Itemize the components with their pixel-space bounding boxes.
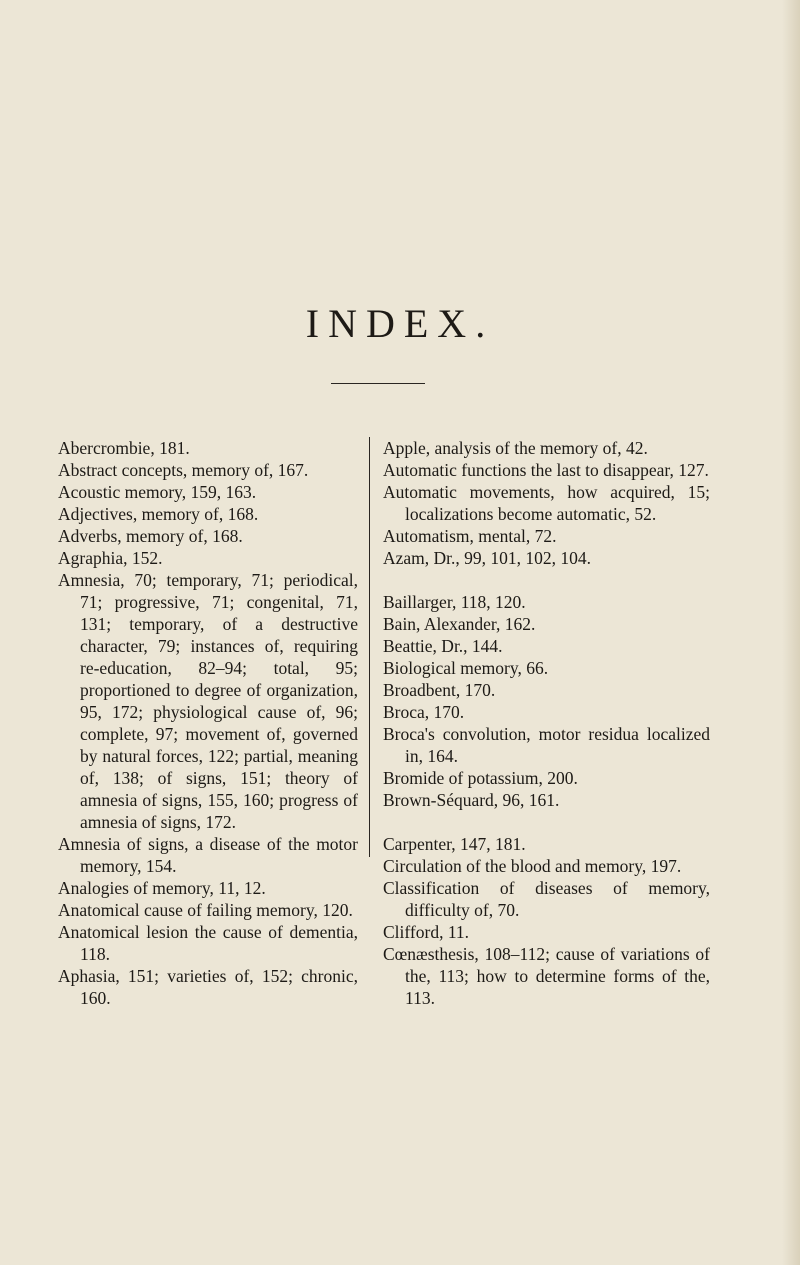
title-rule [331, 383, 425, 384]
index-entry: Automatic functions the last to disappear, 127. [383, 460, 709, 480]
index-right-column [383, 437, 710, 1009]
index-entry: Beattie, Dr., 144. [383, 636, 503, 656]
index-entry: Circulation of the blood and memory, 197. [383, 856, 682, 876]
index-entry: Adverbs, memory of, 168. [58, 526, 243, 546]
index-entry: Carpenter, 147, 181. [383, 834, 526, 854]
index-entry: Adjectives, memory of, 168. [58, 504, 259, 524]
index-entry: Broadbent, 170. [383, 680, 496, 700]
index-entry: Brown-Séquard, 96, 161. [383, 790, 560, 810]
index-entry: Abercrombie, 181. [58, 438, 190, 458]
index-entry: Anatomical lesion the cause of dementia, 118. [58, 922, 358, 964]
index-entry: Automatic movements, how acquired, 15; localizations become automatic, 52. [383, 482, 710, 524]
index-entry: Baillarger, 118, 120. [383, 592, 526, 612]
index-entry: Apple, analysis of the memory of, 42. [383, 438, 648, 458]
page-edge-shadow [782, 0, 800, 1265]
index-entry: Bain, Alexander, 162. [383, 614, 536, 634]
index-entry: Clifford, 11. [383, 922, 470, 942]
index-entry: Azam, Dr., 99, 101, 102, 104. [383, 548, 592, 568]
index-entry: Classification of diseases of memory, difficulty of, 70. [383, 878, 710, 920]
page-title: INDEX. [305, 301, 495, 346]
index-entry: Amnesia, 70; temporary, 71; periodical, 71; progressive, 71; congenital, 71, 131; temporary, of a destructive character, 79; instances of, requiring re-education, 82–94; total, 95; proportioned to degree of organization, 95, 172; physiological cause of, 96; complete, 97; movement of, governed by natural forces, 122; partial, meaning of, 138; of signs, 151; theory of amnesia of signs, 155, 160; progress of amnesia of signs, 172. [58, 570, 358, 832]
index-entry: Analogies of memory, 11, 12. [58, 878, 266, 898]
index-entry: Abstract concepts, memory of, 167. [58, 460, 309, 480]
index-entry: Cœnæsthesis, 108–112; cause of variations of the, 113; how to determine forms of the, 113. [383, 944, 710, 1008]
section-gap [383, 811, 710, 833]
index-entry: Automatism, mental, 72. [383, 526, 557, 546]
index-entry: Broca's convolution, motor residua localized in, 164. [383, 724, 710, 766]
index-entry: Amnesia of signs, a disease of the motor memory, 154. [58, 834, 358, 876]
section-gap [383, 569, 710, 591]
column-divider [369, 437, 370, 857]
index-entry: Anatomical cause of failing memory, 120. [58, 900, 353, 920]
index-left-column [58, 437, 358, 1009]
index-entry: Acoustic memory, 159, 163. [58, 482, 257, 502]
index-entry: Aphasia, 151; varieties of, 152; chronic, 160. [58, 966, 358, 1008]
index-entry: Agraphia, 152. [58, 548, 163, 568]
index-entry: Broca, 170. [383, 702, 465, 722]
index-entry: Bromide of potassium, 200. [383, 768, 578, 788]
index-entry: Biological memory, 66. [383, 658, 549, 678]
